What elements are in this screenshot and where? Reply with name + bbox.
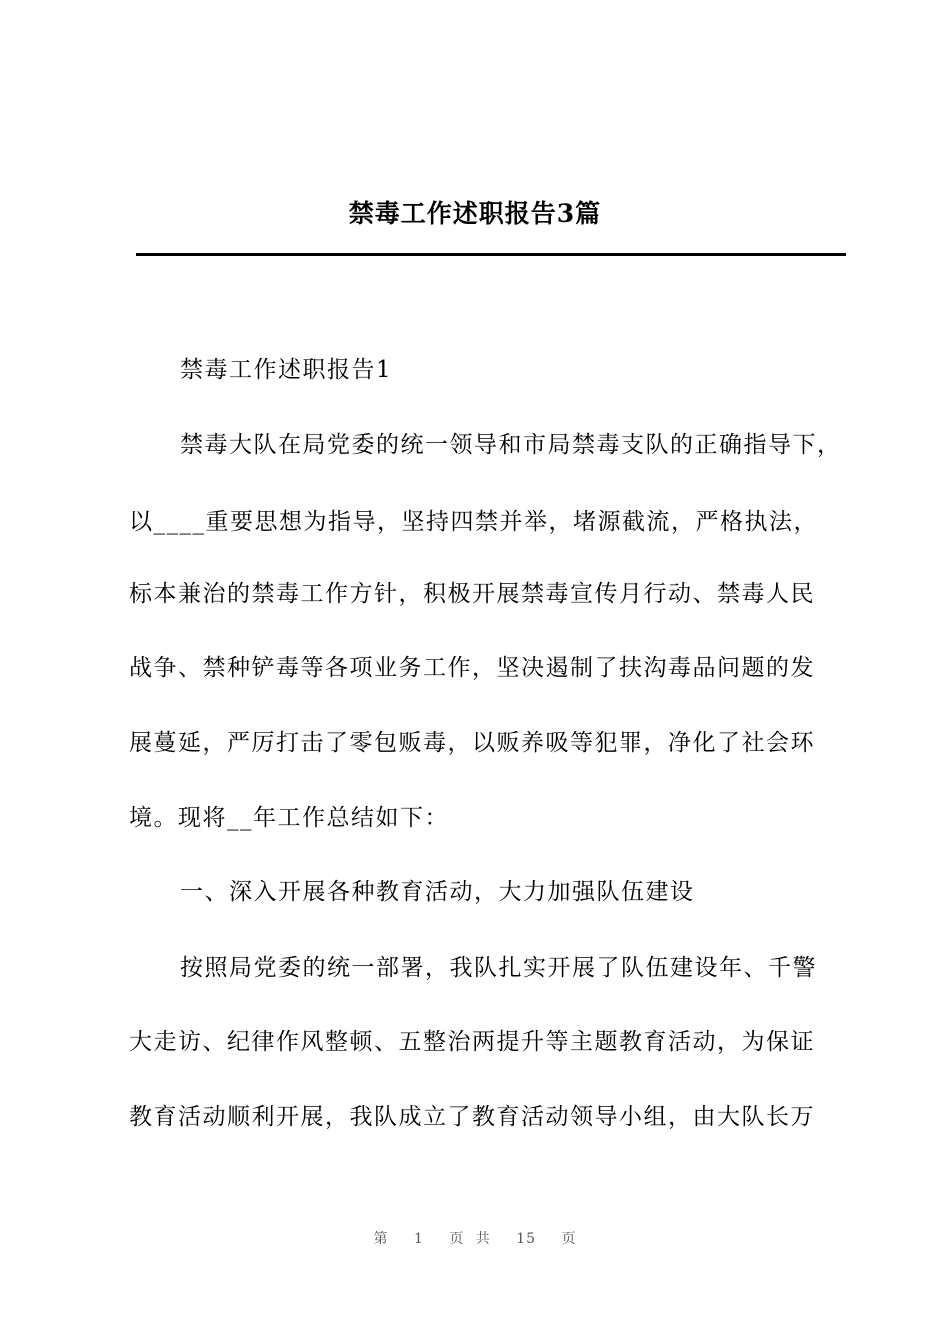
footer-prefix: 第 <box>373 1231 389 1247</box>
paragraph-line: 按照局党委的统一部署，我队扎实开展了队伍建设年、千警 <box>180 955 817 981</box>
paragraph-line: 大走访、纪律作风整顿、五整治两提升等主题教育活动，为保证 <box>129 1029 815 1055</box>
section-heading: 禁毒工作述职报告1 <box>180 357 393 383</box>
paragraph-line: 教育活动顺利开展，我队成立了教育活动领导小组，由大队长万 <box>129 1104 815 1130</box>
total-page-count: 15 <box>516 1231 537 1247</box>
paragraph-line: 以____重要思想为指导，坚持四禁并举，堵源截流，严格执法， <box>129 509 818 535</box>
subsection-heading: 一、深入开展各种教育活动，大力加强队伍建设 <box>180 879 695 905</box>
paragraph-line: 标本兼治的禁毒工作方针，积极开展禁毒宣传月行动、禁毒人民 <box>129 581 815 607</box>
paragraph-line: 战争、禁种铲毒等各项业务工作，坚决遏制了扶沟毒品问题的发 <box>129 655 815 681</box>
footer-middle: 页 共 <box>449 1231 491 1247</box>
title-divider <box>136 253 846 256</box>
document-title: 禁毒工作述职报告3篇 <box>348 199 602 228</box>
footer-suffix: 页 <box>561 1231 577 1247</box>
paragraph-line: 展蔓延，严厉打击了零包贩毒，以贩养吸等犯罪，净化了社会环 <box>129 730 815 756</box>
current-page-number: 1 <box>413 1231 424 1247</box>
paragraph-line: 禁毒大队在局党委的统一领导和市局禁毒支队的正确指导下， <box>180 432 842 458</box>
page-footer <box>0 1228 950 1248</box>
paragraph-line: 境。现将__年工作总结如下： <box>129 805 449 831</box>
